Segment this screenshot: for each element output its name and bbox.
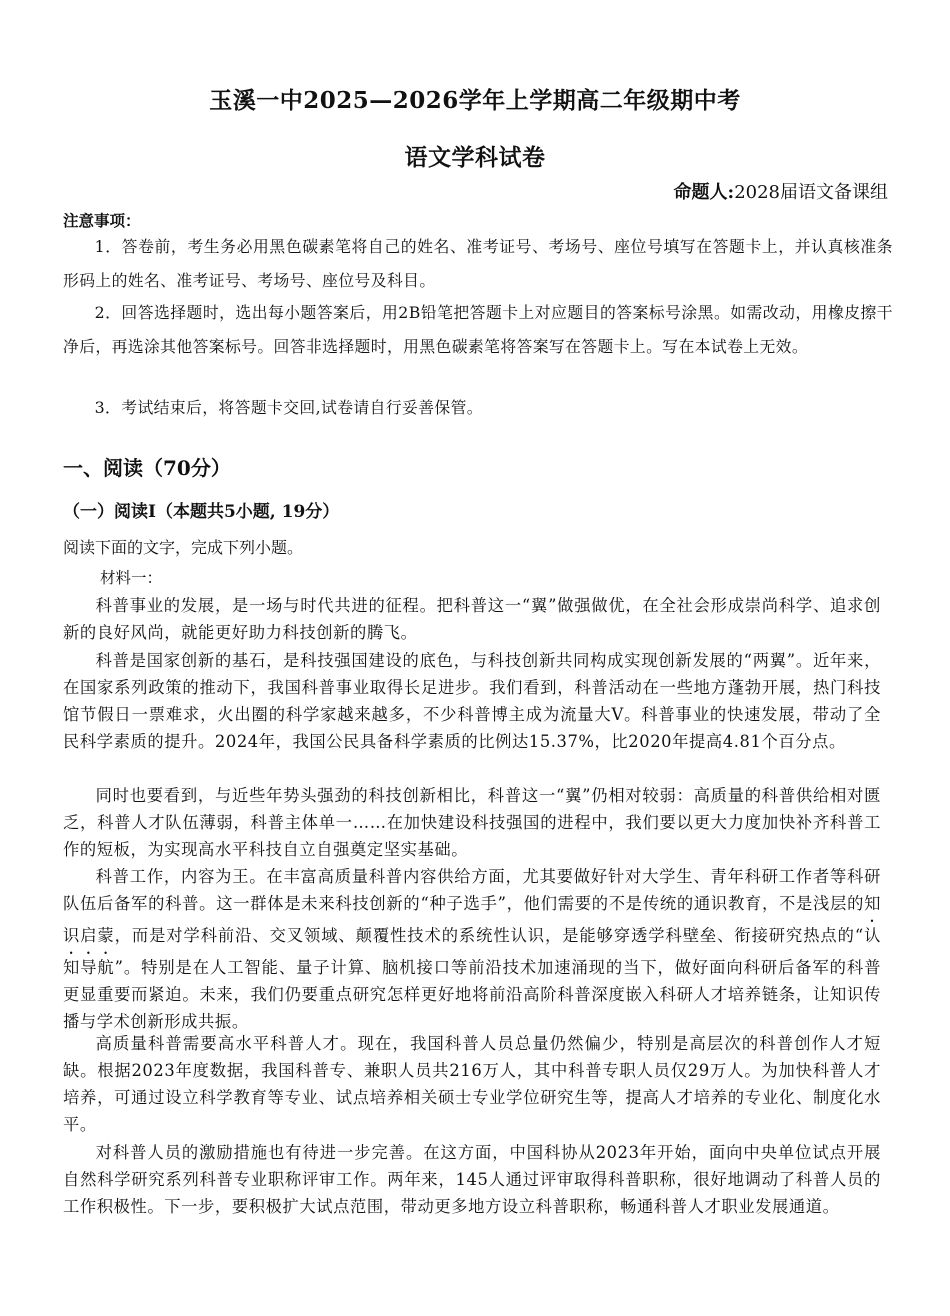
paragraph-text: ”。特别是在人工智能、量子计算、脑机接口等前沿技术加速涌现的当下，做好面向科研后备军的科普更显重要而紧迫。未来，我们仍要重点研究怎样更好地将前沿高阶科普深度嵌入科研人才培养链条，让知识传播与学术创新形成共振。	[63, 958, 881, 1031]
setter-label: 命题人:	[673, 182, 735, 203]
exam-title: 玉溪一中2025—2026学年上学期高二年级期中考	[209, 87, 741, 114]
subsection-heading: （一）阅读Ⅰ（本题共5小题, 19分）	[63, 502, 340, 522]
passage-paragraph: 同时也要看到，与近些年势头强劲的科技创新相比，科普这一“翼”仍相对较弱：高质量的科普供给相对匮乏，科普人才队伍薄弱，科普主体单一……在加快建设科技强国的进程中，我们要以更大力度加快补齐科普工作的短板，为实现高水平科技自立自强奠定坚实基础。	[63, 786, 881, 859]
passage-paragraph	[63, 863, 881, 1035]
notice-item-1: 1．答卷前，考生务必用黑色碳素笔将自己的姓名、准考证号、考场号、座位号填写在答题卡上，并认真核准条形码上的姓名、准考证号、考场号、座位号及科目。	[63, 237, 893, 290]
passage-paragraph: 科普是国家创新的基石，是科技强国建设的底色，与科技创新共同构成实现创新发展的“两翼”。近年来，在国家系列政策的推动下，我国科普事业取得长足进步。我们看到，科普活动在一些地方蓬勃开展，热门科技馆节假日一票难求，火出圈的科学家越来越多，不少科普博主成为流量大V。科普事业的快速发展，带动了全民科学素质的提升。2024年，我国公民具备科学素质的比例达15.37%，比2020年提高4.81个百分点。	[63, 651, 881, 751]
question-setter	[674, 178, 888, 204]
exam-subtitle: 语文学科试卷	[404, 144, 546, 171]
notice-item-3: 3．考试结束后，将答题卡交回,试卷请自行妥善保管。	[94, 398, 483, 417]
setter-value: 2028届语文备课组	[734, 182, 888, 203]
material-label: 材料一：	[100, 569, 163, 587]
passage-paragraph: 对科普人员的激励措施也有待进一步完善。在这方面，中国科协从2023年开始，面向中央单位试点开展自然科学研究系列科普专业职称评审工作。两年来，145人通过评审取得科普职称，很好地调动了科普人员的工作积极性。下一步，要积极扩大试点范围，带动更多地方设立科普职称，畅通科普人才职业发展通道。	[63, 1143, 881, 1216]
reading-instruction: 阅读下面的文字，完成下列小题。	[63, 538, 304, 557]
section-heading: 一、阅读（70分）	[63, 456, 231, 480]
passage-paragraph: 高质量科普需要高水平科普人才。现在，我国科普人员总量仍然偏少，特别是高层次的科普创作人才短缺。根据2023年度数据，我国科普专、兼职人员共216万人，其中科普专职人员仅29万人。为加快科普人才培养，可通过设立科学教育等专业、试点培养相关硕士专业学位研究生等，提高人才培养的专业化、制度化水平。	[63, 1034, 881, 1134]
notice-heading: 注意事项：	[63, 211, 141, 230]
notice-item-2: 2．回答选择题时，选出每小题答案后，用2B铅笔把答题卡上对应题目的答案标号涂黑。如需改动，用橡皮擦干净后，再选涂其他答案标号。回答非选择题时，用黑色碳素笔将答案写在答题卡上。写在本试卷上无效。	[63, 303, 893, 356]
paragraph-text: 科普工作，内容为王。在丰富高质量科普内容供给方面，尤其要做好针对大学生、青年科研工作者等科研队伍后备军的科普。这一群体是未来科技创新的“种子选手”，他们需要的不是传统的通识教育，不是浅层的知识启蒙，而是对学科前沿、交叉领域、颠覆性技术的系统性认识，是能够穿透学科壁垒、衔接研究热点的“	[63, 867, 881, 945]
passage-paragraph: 科普事业的发展，是一场与时代共进的征程。把科普这一“翼”做强做优，在全社会形成崇尚科学、追求创新的良好风尚，就能更好助力科技创新的腾飞。	[63, 596, 881, 642]
emphasized-phrase: 认知导航	[63, 926, 881, 977]
